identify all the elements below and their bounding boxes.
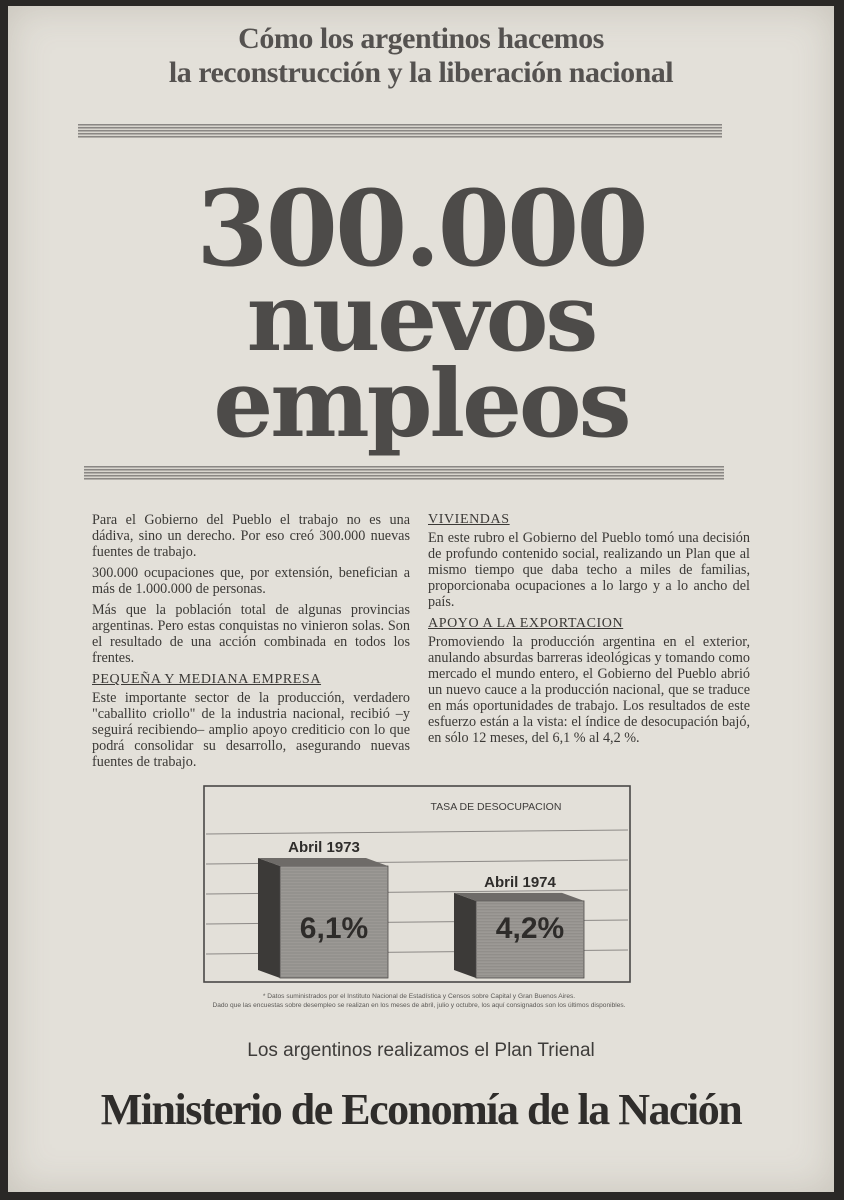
chart-category-label: Abril 1974 [484, 873, 556, 891]
section-heading-pequena-empresa: PEQUEÑA Y MEDIANA EMPRESA [92, 672, 322, 687]
header-line-2: la reconstrucción y la liberación nacional [168, 56, 674, 89]
right-paragraph-2: Promoviendo la producción argentina en el exterior, anulando absurdas barreras ideológicas y tomando como mercado el mundo entero, el Gobierno del Pueblo abrió un nuevo cauce a la producción nacional, que se traduce en más oportunidades de trabajo. Los resultados de este esfuerzo están a la vista: el índice de desocupación bajó, en sólo 12 meses, del 6,1 % al 4,2 %. [428, 634, 750, 746]
newspaper-ad-page [8, 6, 834, 1192]
footnote-line-2: Dado que las encuestas sobre desempleo se realizan en los meses de abril, julio y octubre, los aquí consignados son los últimos disponibles. [212, 1002, 626, 1009]
header-line-1: Cómo los argentinos hacemos [238, 22, 604, 55]
section-heading-exportacion: APOYO A LA EXPORTACION [428, 616, 624, 631]
right-paragraph-1: En este rubro el Gobierno del Pueblo tomó una decisión de profundo contenido social, realizando un Plan que al mismo tiempo que daba techo a miles de familias, proporcionaba ocupaciones a lo largo y a lo ancho del país. [428, 530, 750, 610]
footnote-line-1: * Datos suministrados por el Instituto Nacional de Estadística y Censos sobre Capital y Gran Buenos Aires. [262, 993, 576, 1000]
chart-value-label: 4,2% [495, 912, 565, 945]
chart-bar-side [454, 893, 476, 978]
chart-bar-top [258, 858, 388, 866]
chart-bar-top [454, 893, 584, 901]
bottom-divider-rule [84, 466, 724, 480]
headline-number: 300.000 [196, 167, 646, 290]
left-paragraph-2: 300.000 ocupaciones que, por extensión, benefician a más de 1.000.000 de personas. [92, 565, 410, 597]
unemployment-chart [196, 782, 634, 986]
chart-value-label: 6,1% [299, 912, 369, 945]
section-heading-viviendas: VIVIENDAS [428, 512, 510, 527]
chart-gridline [206, 830, 628, 834]
header [8, 22, 834, 90]
chart-svg [196, 782, 634, 986]
slogan: Los argentinos realizamos el Plan Trienal [247, 1040, 595, 1061]
left-paragraph-4: Este importante sector de la producción, verdadero "caballito criollo" de la industria nacional, recibió –y seguirá recibiendo– amplio apoyo crediticio con lo que podrá consolidar su desarrollo, asegurando nuevas fuentes de trabajo. [92, 690, 410, 770]
left-column [92, 512, 410, 775]
top-divider-rule [78, 124, 722, 138]
chart-bar-side [258, 858, 280, 978]
chart-category-label: Abril 1973 [288, 839, 360, 856]
headline-word-1: nuevos [246, 263, 596, 373]
chart-title: TASA DE DESOCUPACION [430, 801, 562, 813]
left-paragraph-3: Más que la población total de algunas provincias argentinas. Pero estas conquistas no vinieron solas. Son el resultado de una acción combinada en todos los frentes. [92, 602, 410, 666]
chart-footnote [204, 992, 634, 1010]
right-column [428, 512, 750, 751]
left-paragraph-1: Para el Gobierno del Pueblo el trabajo no es una dádiva, sino un derecho. Por eso creó 300.000 nuevas fuentes de trabajo. [92, 512, 410, 560]
ministry-signature: Ministerio de Economía de la Nación [100, 1085, 742, 1134]
headline-word-2: empleos [213, 349, 629, 459]
